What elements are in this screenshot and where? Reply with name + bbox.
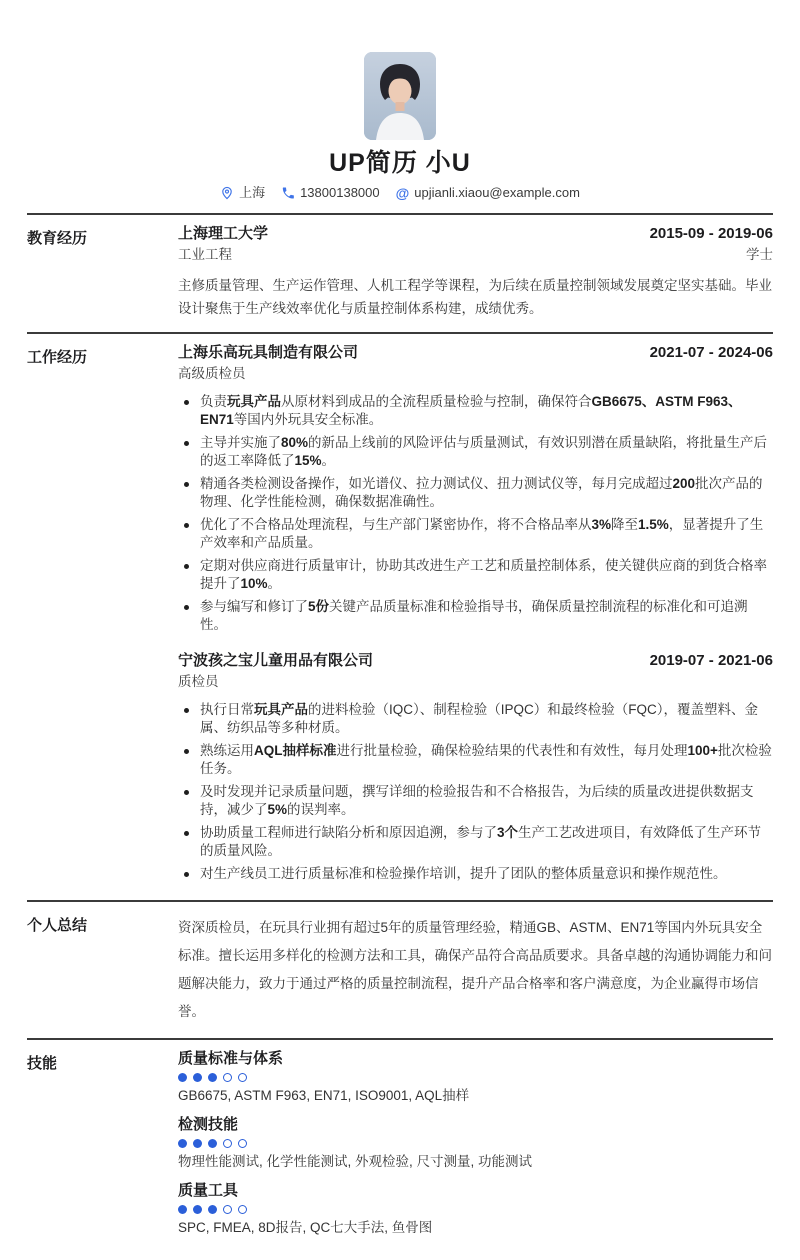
education-dates: 2015-09 - 2019-06 xyxy=(649,225,773,242)
skill-name: 质量工具 xyxy=(178,1182,239,1199)
location-icon xyxy=(220,186,234,200)
rating-dot-filled xyxy=(208,1139,217,1148)
rating-dot-hollow xyxy=(238,1139,247,1148)
job-bullet: 负责玩具产品从原材料到成品的全流程质量检验与控制，确保符合GB6675、ASTM F963、EN71等国内外玩具安全标准。 xyxy=(178,393,773,429)
rating-dot-hollow xyxy=(223,1073,232,1082)
resume-page xyxy=(27,0,773,1260)
jobs xyxy=(178,344,773,888)
rating-dot-filled xyxy=(193,1073,202,1082)
contact-phone-text: 13800138000 xyxy=(300,185,380,200)
rating-dot-hollow xyxy=(223,1205,232,1214)
rating-dot-filled xyxy=(208,1073,217,1082)
contact-location xyxy=(220,184,265,201)
resume-header xyxy=(27,0,773,201)
rating-dot-filled xyxy=(208,1205,217,1214)
skill-detail: SPC, FMEA, 8D报告, QC七大手法, 鱼骨图 xyxy=(178,1220,433,1235)
candidate-name: UP简历 小U xyxy=(329,149,471,177)
skill-rating-dots xyxy=(178,1205,773,1214)
job-bullet: 参与编写和修订了5份关键产品质量标准和检验指导书，确保质量控制流程的标准化和可追溯性。 xyxy=(178,598,773,634)
job-bullet: 定期对供应商进行质量审计，协助其改进生产工艺和质量控制体系，使关键供应商的到货合格率提升了10%。 xyxy=(178,557,773,593)
job-bullet: 主导并实施了80%的新品上线前的风险评估与质量测试，有效识别潜在质量缺陷，将批量生产后的返工率降低了15%。 xyxy=(178,434,773,470)
rating-dot-filled xyxy=(178,1073,187,1082)
rating-dot-hollow xyxy=(238,1205,247,1214)
summary-text: 资深质检员，在玩具行业拥有超过5年的质量管理经验，精通GB、ASTM、EN71等国内外玩具安全标准。擅长运用多样化的检测方法和工具，确保产品符合高品质要求。具备卓越的沟通协调能力和问题解决能力，致力于通过严格的质量控制流程，提升产品合格率和客户满意度，为企业赢得市场信誉。 xyxy=(178,920,772,1019)
rating-dot-hollow xyxy=(223,1139,232,1148)
job-bullet: 执行日常玩具产品的进料检验（IQC）、制程检验（IPQC）和最终检验（FQC），覆盖塑料、金属、纺织品等多种材质。 xyxy=(178,701,773,737)
rating-dot-hollow xyxy=(238,1073,247,1082)
major: 工业工程 xyxy=(178,247,232,262)
contact-location-text: 上海 xyxy=(239,185,266,200)
skill-name: 质量标准与体系 xyxy=(178,1050,284,1067)
job-entry xyxy=(178,652,773,883)
skill-detail: GB6675, ASTM F963, EN71, ISO9001, AQL抽样 xyxy=(178,1088,470,1103)
job-dates: 2019-07 - 2021-06 xyxy=(649,652,773,669)
job-bullet: 对生产线员工进行质量标准和检验操作培训，提升了团队的整体质量意识和操作规范性。 xyxy=(178,865,773,883)
skill-name: 检测技能 xyxy=(178,1116,239,1133)
profile-photo-placeholder xyxy=(364,52,436,140)
school-name: 上海理工大学 xyxy=(178,225,269,242)
skill-item xyxy=(178,1050,773,1104)
degree: 学士 xyxy=(746,247,773,262)
phone-icon xyxy=(281,186,295,200)
skill-detail: 物理性能测试, 化学性能测试, 外观检验, 尺寸测量, 功能测试 xyxy=(178,1154,533,1169)
job-bullet: 及时发现并记录质量问题，撰写详细的检验报告和不合格报告，为后续的质量改进提供数据支持，减少了5%的误判率。 xyxy=(178,783,773,819)
section-summary xyxy=(27,900,773,1038)
job-bullet: 精通各类检测设备操作，如光谱仪、拉力测试仪、扭力测试仪等，每月完成超过200批次产品的物理、化学性能检测，确保数据准确性。 xyxy=(178,475,773,511)
job-title: 质检员 xyxy=(178,674,219,689)
section-skills xyxy=(27,1038,773,1260)
section-label-summary: 个人总结 xyxy=(27,917,88,934)
job-bullets xyxy=(178,393,773,634)
section-work xyxy=(27,332,773,900)
job-bullet: 优化了不合格品处理流程，与生产部门紧密协作，将不合格品率从3%降至1.5%，显著提升了生产效率和产品质量。 xyxy=(178,516,773,552)
section-label-work: 工作经历 xyxy=(27,349,88,366)
job-title: 高级质检员 xyxy=(178,366,246,381)
profile-photo xyxy=(364,52,436,140)
rating-dot-filled xyxy=(178,1205,187,1214)
section-education xyxy=(27,213,773,332)
rating-dot-filled xyxy=(178,1139,187,1148)
rating-dot-filled xyxy=(193,1139,202,1148)
job-bullet: 协助质量工程师进行缺陷分析和原因追溯，参与了3个生产工艺改进项目，有效降低了生产环节的质量风险。 xyxy=(178,824,773,860)
contact-email xyxy=(396,184,580,201)
skill-item xyxy=(178,1116,773,1170)
company-name: 上海乐高玩具制造有限公司 xyxy=(178,344,359,361)
job-dates: 2021-07 - 2024-06 xyxy=(649,344,773,361)
job-bullets xyxy=(178,701,773,883)
skill-rating-dots xyxy=(178,1139,773,1148)
skill-rating-dots xyxy=(178,1073,773,1082)
contact-email-text: upjianli.xiaou@example.com xyxy=(414,185,580,200)
rating-dot-filled xyxy=(193,1205,202,1214)
job-entry xyxy=(178,344,773,634)
section-label-education: 教育经历 xyxy=(27,230,88,247)
email-icon: @ xyxy=(395,184,410,201)
section-label-skills: 技能 xyxy=(27,1055,58,1072)
job-bullet: 熟练运用AQL抽样标准进行批量检验，确保检验结果的代表性和有效性，每月处理100+批次检验任务。 xyxy=(178,742,773,778)
skills-list xyxy=(178,1050,773,1248)
contact-phone xyxy=(281,184,380,201)
contact-row xyxy=(27,184,773,201)
company-name: 宁波孩之宝儿童用品有限公司 xyxy=(178,652,374,669)
skill-item xyxy=(178,1182,773,1236)
education-description: 主修质量管理、生产运作管理、人机工程学等课程，为后续在质量控制领域发展奠定坚实基础。毕业设计聚焦于生产线效率优化与质量控制体系构建，成绩优秀。 xyxy=(178,278,772,316)
